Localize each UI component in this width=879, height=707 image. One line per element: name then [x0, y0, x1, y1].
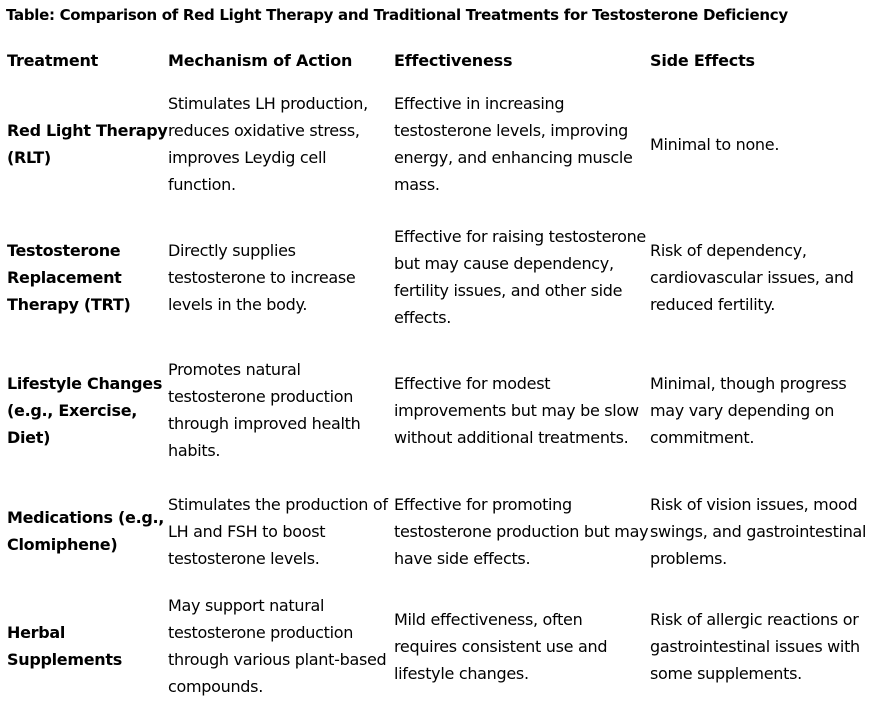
treatment-cell: Lifestyle Changes (e.g., Exercise, Diet): [7, 373, 163, 447]
mechanism-cell: Directly supplies testosterone to increase levels in the body.: [168, 240, 356, 314]
mechanism-cell: May support natural testosterone production through various plant-based compounds.: [168, 596, 387, 696]
mechanism-cell: Stimulates the production of LH and FSH to boost testosterone levels.: [168, 494, 388, 568]
mechanism-cell: Stimulates LH production, reduces oxidative stress, improves Leydig cell function.: [168, 94, 368, 194]
mechanism-cell: Promotes natural testosterone production through improved health habits.: [168, 360, 361, 460]
header-mechanism: Mechanism of Action: [168, 51, 353, 70]
side-effects-cell: Risk of vision issues, mood swings, and gastrointestinal problems.: [650, 494, 867, 568]
treatment-cell: Medications (e.g., Clomiphene): [7, 508, 165, 554]
table-row: [7, 349, 875, 471]
treatment-cell: Red Light Therapy (RLT): [7, 121, 168, 167]
effectiveness-cell: Effective in increasing testosterone levels, improving energy, and enhancing muscle mass.: [394, 94, 633, 194]
header-effectiveness: Effectiveness: [394, 51, 513, 70]
table-row: [7, 83, 875, 205]
side-effects-cell: Risk of dependency, cardiovascular issues, and reduced fertility.: [650, 240, 854, 314]
table-row: [7, 216, 875, 338]
table-row: [7, 485, 875, 577]
comparison-table: [7, 50, 875, 707]
treatment-cell: Herbal Supplements: [7, 623, 122, 669]
side-effects-cell: Minimal to none.: [650, 134, 780, 154]
table-title: Table: Comparison of Red Light Therapy and Traditional Treatments for Testosterone Deficiency: [6, 6, 788, 24]
effectiveness-cell: Effective for raising testosterone but may cause dependency, fertility issues, and other side effects.: [394, 227, 646, 327]
header-side-effects: Side Effects: [650, 51, 755, 70]
side-effects-cell: Minimal, though progress may vary depending on commitment.: [650, 373, 847, 447]
treatment-cell: Testosterone Replacement Therapy (TRT): [7, 240, 131, 314]
side-effects-cell: Risk of allergic reactions or gastrointestinal issues with some supplements.: [650, 609, 860, 683]
header-treatment: Treatment: [7, 51, 99, 70]
table-row: [7, 585, 875, 707]
table-header-row: [7, 50, 875, 72]
effectiveness-cell: Effective for promoting testosterone production but may have side effects.: [394, 494, 649, 568]
effectiveness-cell: Effective for modest improvements but may be slow without additional treatments.: [394, 373, 639, 447]
effectiveness-cell: Mild effectiveness, often requires consistent use and lifestyle changes.: [394, 609, 608, 683]
